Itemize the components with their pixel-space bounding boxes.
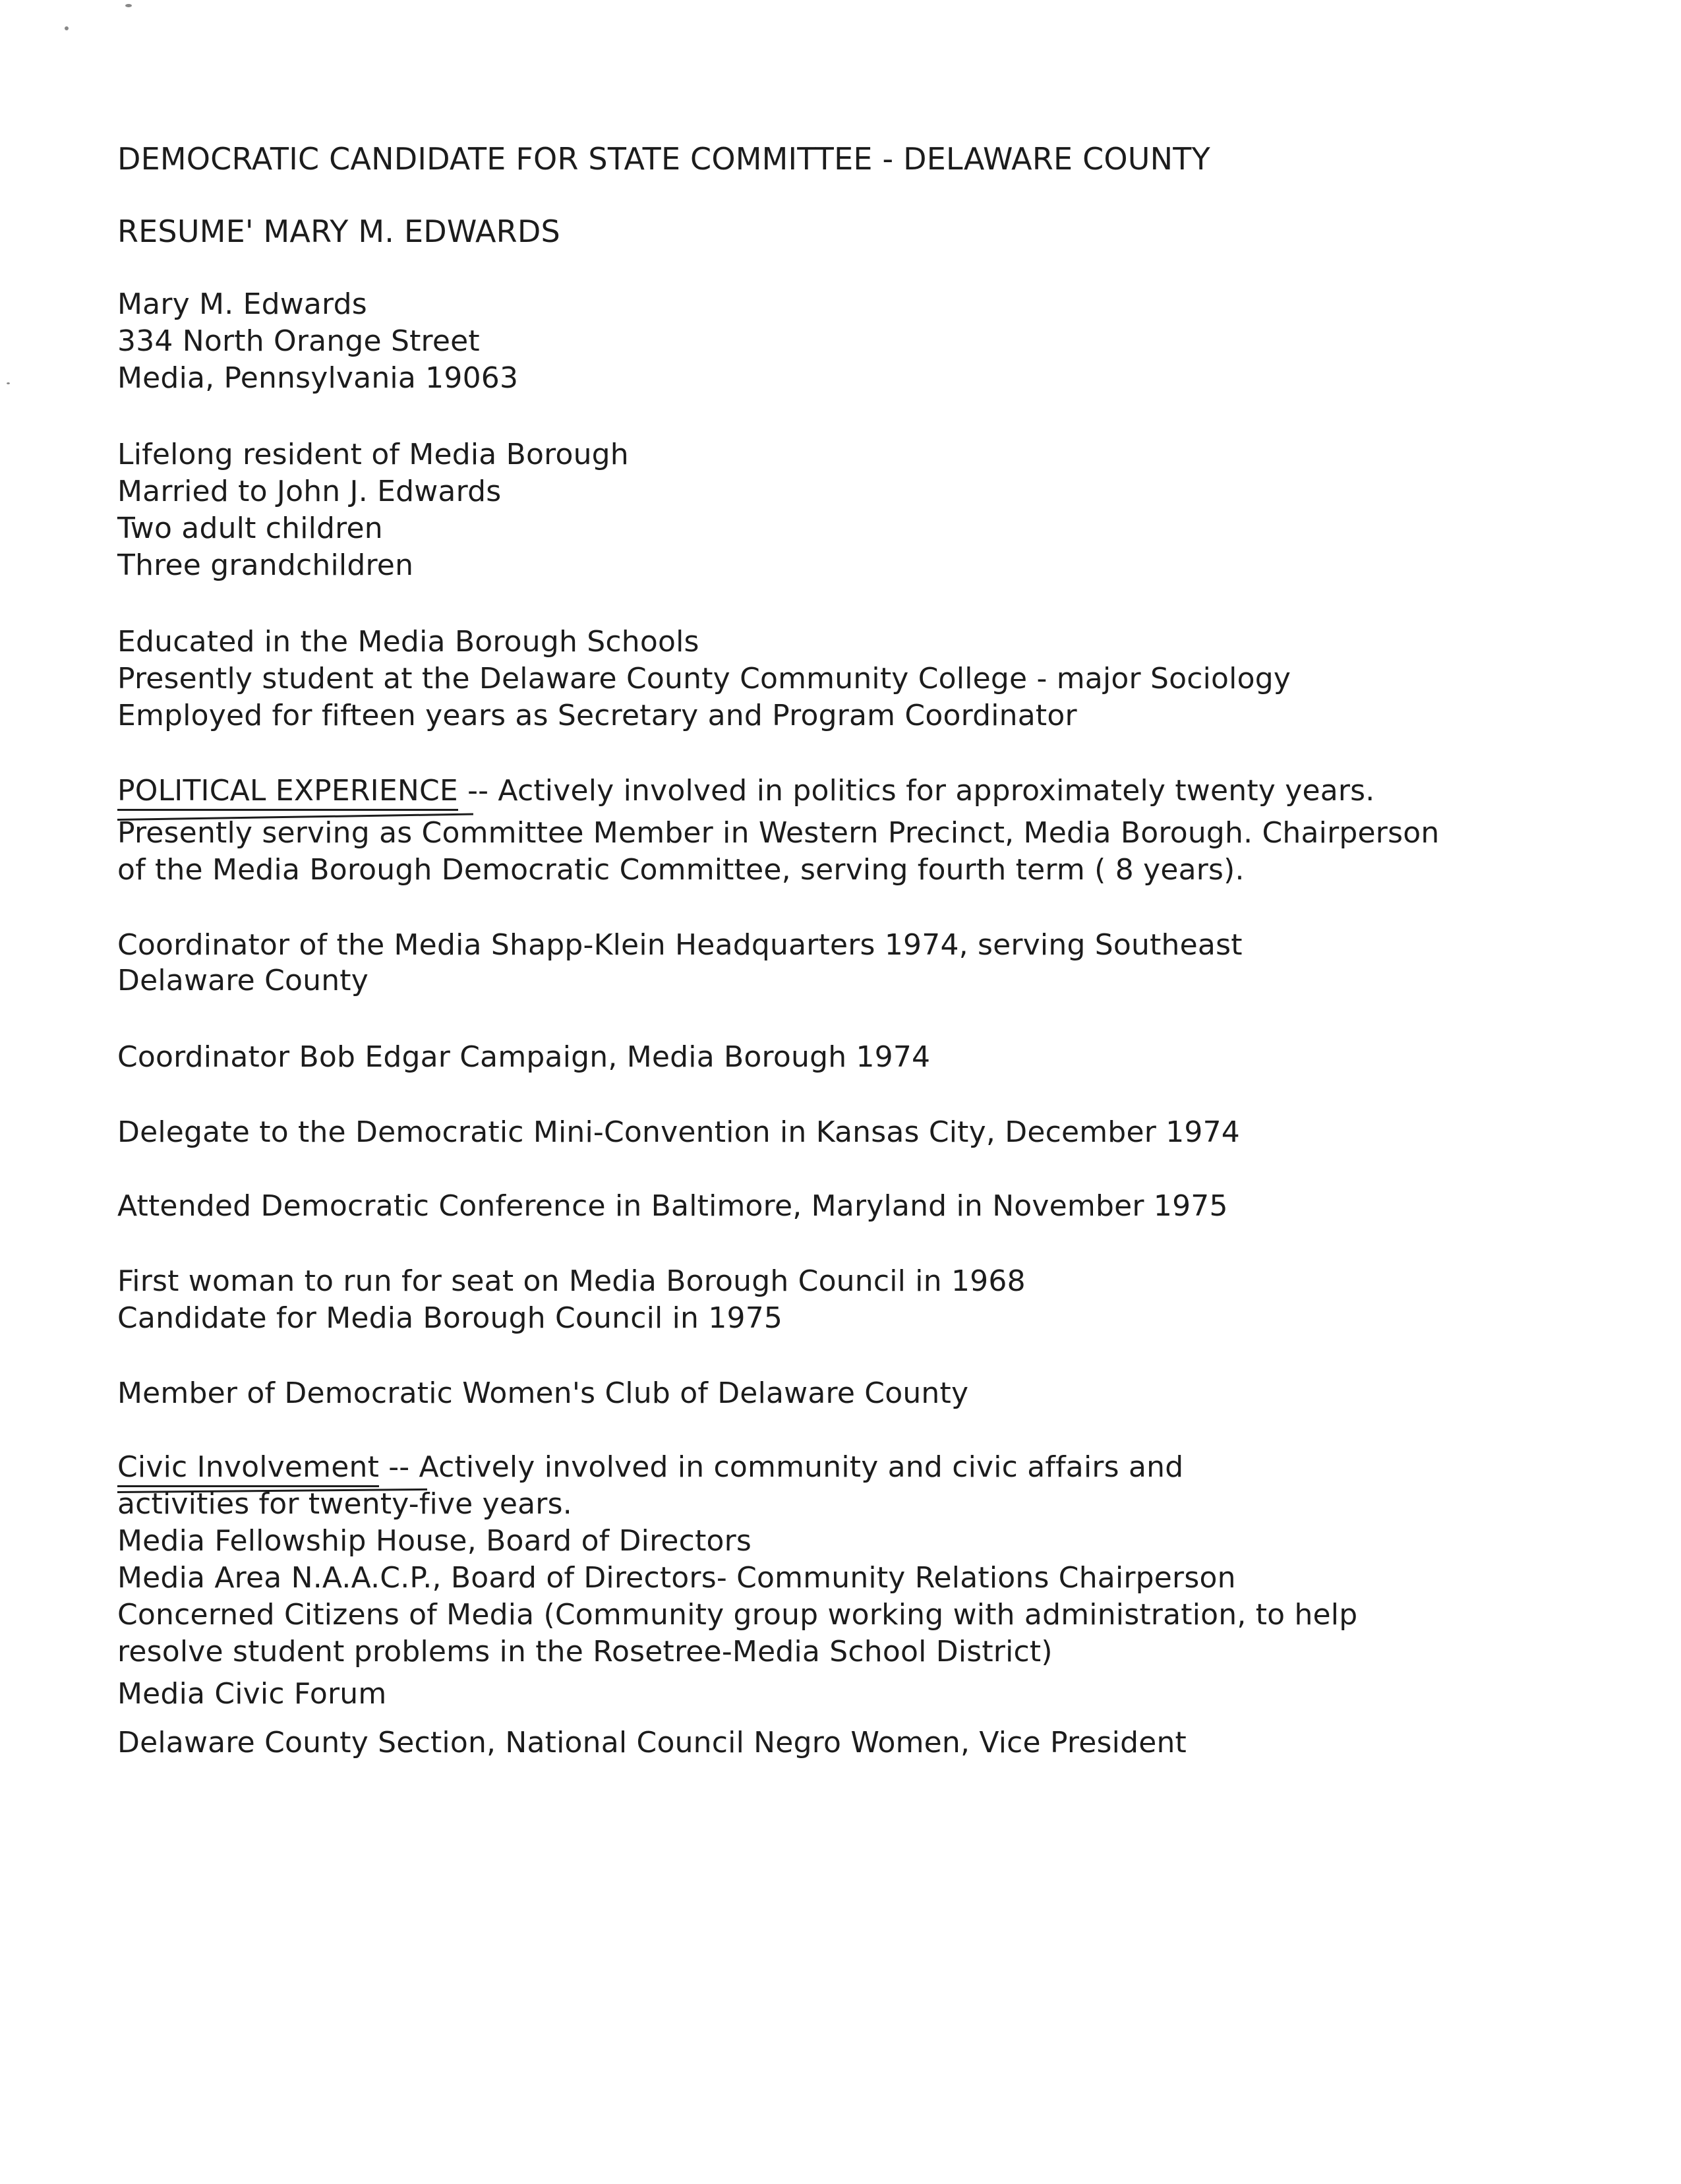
- civic-line-6: Media Civic Forum: [117, 1677, 387, 1711]
- womens-club-line: Member of Democratic Women's Club of Delaware County: [117, 1376, 969, 1410]
- personal-children: Two adult children: [117, 512, 383, 545]
- address-name: Mary M. Edwards: [117, 287, 367, 321]
- personal-married: Married to John J. Edwards: [117, 475, 502, 508]
- civic-line-4: Concerned Citizens of Media (Community group working with administration, to help: [117, 1598, 1358, 1632]
- education-schools: Educated in the Media Borough Schools: [117, 625, 699, 659]
- scan-speck: [7, 382, 10, 384]
- civic-heading: Civic Involvement: [117, 1450, 379, 1487]
- address-street: 334 North Orange Street: [117, 324, 480, 358]
- address-city: Media, Pennsylvania 19063: [117, 361, 519, 395]
- council-line-2: Candidate for Media Borough Council in 1975: [117, 1301, 783, 1335]
- political-heading-line: [117, 774, 1375, 808]
- resume-heading: RESUME' MARY M. EDWARDS: [117, 214, 560, 249]
- political-line-1: Presently serving as Committee Member in Western Precinct, Media Borough. Chairperson: [117, 816, 1440, 850]
- political-intro: -- Actively involved in politics for approximately twenty years.: [457, 774, 1375, 808]
- conference-line: Attended Democratic Conference in Baltimore, Maryland in November 1975: [117, 1189, 1228, 1223]
- civic-line-3: Media Area N.A.A.C.P., Board of Directors- Community Relations Chairperson: [117, 1561, 1236, 1595]
- political-heading: POLITICAL EXPERIENCE: [117, 774, 458, 811]
- shapp-klein-line-2: Delaware County: [117, 964, 369, 997]
- education-college: Presently student at the Delaware County Community College - major Sociology: [117, 662, 1291, 695]
- civic-intro: -- Actively involved in community and civic affairs and: [379, 1450, 1184, 1484]
- council-line-1: First woman to run for seat on Media Borough Council in 1968: [117, 1264, 1026, 1298]
- edgar-campaign: Coordinator Bob Edgar Campaign, Media Borough 1974: [117, 1040, 931, 1074]
- civic-heading-line: [117, 1450, 1184, 1484]
- delegate-line: Delegate to the Democratic Mini-Convention in Kansas City, December 1974: [117, 1115, 1240, 1149]
- political-line-2: of the Media Borough Democratic Committee, serving fourth term ( 8 years).: [117, 853, 1245, 887]
- personal-grandchildren: Three grandchildren: [117, 548, 414, 582]
- civic-line-7: Delaware County Section, National Council Negro Women, Vice President: [117, 1726, 1187, 1759]
- civic-line-1: activities for twenty-five years.: [117, 1487, 572, 1521]
- document-title: DEMOCRATIC CANDIDATE FOR STATE COMMITTEE - DELAWARE COUNTY: [117, 141, 1210, 177]
- civic-line-2: Media Fellowship House, Board of Directors: [117, 1524, 752, 1558]
- shapp-klein-line-1: Coordinator of the Media Shapp-Klein Headquarters 1974, serving Southeast: [117, 928, 1243, 962]
- scan-speck: [65, 26, 69, 30]
- civic-line-5: resolve student problems in the Rosetree-Media School District): [117, 1635, 1053, 1668]
- personal-resident: Lifelong resident of Media Borough: [117, 438, 629, 471]
- education-employment: Employed for fifteen years as Secretary and Program Coordinator: [117, 699, 1077, 732]
- scan-speck: [125, 4, 132, 7]
